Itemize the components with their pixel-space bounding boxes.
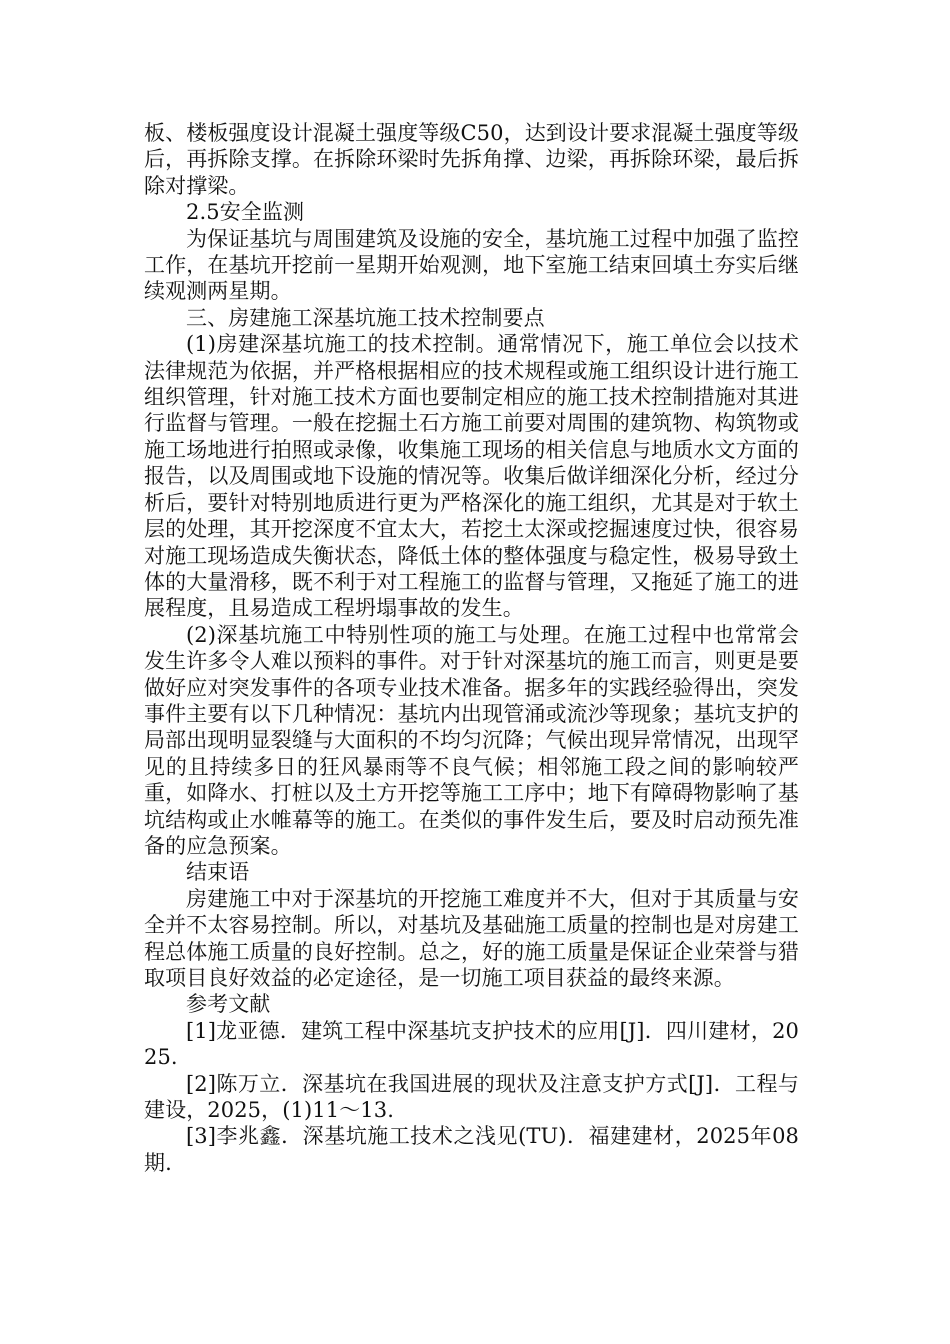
- body-paragraph: 板、楼板强度设计混凝土强度等级C50，达到设计要求混凝土强度等级后，再拆除支撑。在拆除环梁时先拆角撑、边梁，再拆除环梁，最后拆除对撑梁。: [144, 121, 799, 198]
- section-heading-references: 参考文献: [186, 992, 271, 1017]
- reference-item: [1]龙亚德．建筑工程中深基坑支护技术的应用[J]．四川建材，2025.: [144, 1018, 799, 1070]
- section-heading-control-points: 三、房建施工深基坑施工技术控制要点: [186, 305, 545, 330]
- reference-item: [2]陈万立．深基坑在我国进展的现状及注意支护方式[J]．工程与建设，2025，(1)11～13.: [144, 1071, 799, 1123]
- section-heading-safety-monitoring: 2.5安全监测: [186, 200, 305, 225]
- page-content: [144, 120, 799, 1176]
- reference-item: [3]李兆鑫．深基坑施工技术之浅见(TU)．福建建材，2025年08期.: [144, 1124, 799, 1175]
- body-paragraph: (2)深基坑施工中特别性项的施工与处理。在施工过程中也常常会发生许多令人难以预料的事件。对于针对深基坑的施工而言，则更是要做好应对突发事件的各项专业技术准备。据多年的实践经验得出，突发事件主要有以下几种情况：基坑内出现管涌或流沙等现象；基坑支护的局部出现明显裂缝与大面积的不均匀沉降；气候出现异常情况，出现罕见的且持续多日的狂风暴雨等不良气候；相邻施工段之间的影响较严重，如降水、打桩以及土方开挖等施工工序中；地下有障碍物影响了基坑结构或止水帷幕等的施工。在类似的事件发生后，要及时启动预先准备的应急预案。: [144, 622, 799, 858]
- body-paragraph: 房建施工中对于深基坑的开挖施工难度并不大，但对于其质量与安全并不太容易控制。所以，对基坑及基础施工质量的控制也是对房建工程总体施工质量的良好控制。总之，好的施工质量是保证企业荣誉与猎取项目良好效益的必定途径，是一切施工项目获益的最终来源。: [144, 886, 799, 990]
- body-paragraph: (1)房建深基坑施工的技术控制。通常情况下，施工单位会以技术法律规范为依据，并严格根据相应的技术规程或施工组织设计进行施工组织管理，针对施工技术方面也要制定相应的施工技术控制措施对其进行监督与管理。一般在挖掘土石方施工前要对周围的建筑物、构筑物或施工场地进行拍照或录像，收集施工现场的相关信息与地质水文方面的报告，以及周围或地下设施的情况等。收集后做详细深化分析，经过分析后，要针对特别地质进行更为严格深化的施工组织，尤其是对于软土层的处理，其开挖深度不宜太大，若挖土太深或挖掘速度过快，很容易对施工现场造成失衡状态，降低土体的整体强度与稳定性，极易导致土体的大量滑移，既不利于对工程施工的监督与管理，又拖延了施工的进展程度，且易造成工程坍塌事故的发生。: [144, 332, 799, 621]
- section-heading-conclusion: 结束语: [186, 860, 250, 885]
- body-paragraph: 为保证基坑与周围建筑及设施的安全，基坑施工过程中加强了监控工作，在基坑开挖前一星期开始观测，地下室施工结束回填土夯实后继续观测两星期。: [144, 226, 799, 304]
